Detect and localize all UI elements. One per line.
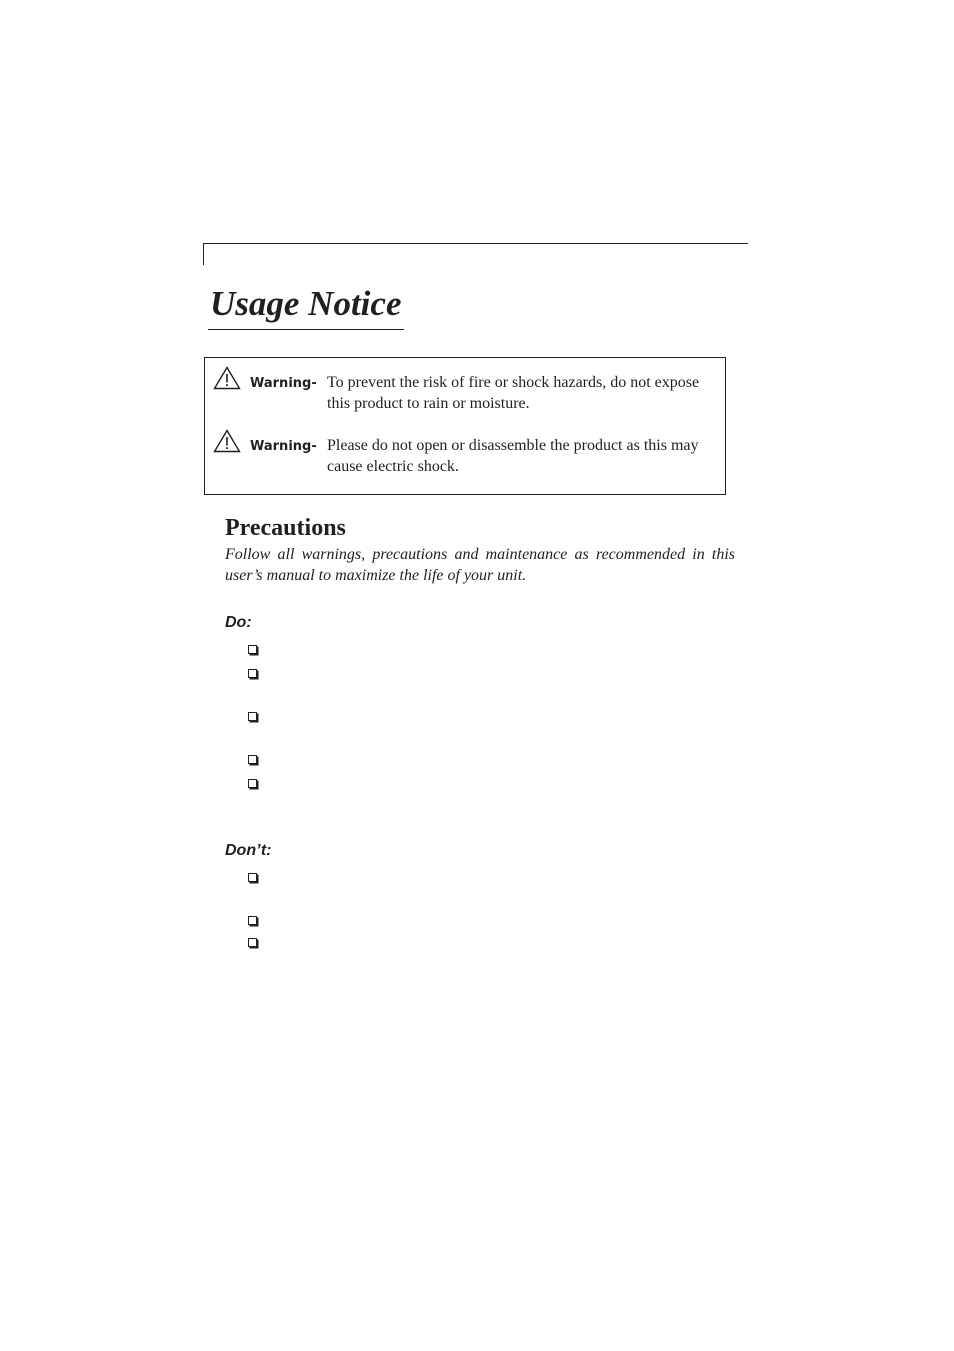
- warning-row: [205, 368, 725, 416]
- warning-box: [204, 357, 726, 495]
- warning-text: Please do not open or disassemble the product as this may cause electric shock.: [327, 437, 699, 475]
- warning-label: Warning-: [250, 376, 317, 391]
- checkbox-bullet-icon: [248, 779, 257, 788]
- page-title: Usage Notice: [210, 284, 402, 323]
- warning-row: [205, 431, 725, 479]
- checkbox-bullet-icon: [248, 938, 257, 947]
- warning-text: To prevent the risk of fire or shock hazards, do not expose this product to rain or moisture.: [327, 374, 700, 412]
- checkbox-bullet-icon: [248, 712, 257, 721]
- checkbox-bullet-icon: [248, 645, 257, 654]
- checkbox-bullet-icon: [248, 755, 257, 764]
- title-underline: [208, 329, 404, 330]
- warning-triangle-icon: [213, 366, 241, 390]
- section-title-precautions: Precautions: [225, 515, 346, 541]
- header-corner-tick: [203, 243, 204, 265]
- header-rule: [203, 243, 748, 244]
- dont-heading: Don’t:: [225, 842, 272, 859]
- checkbox-bullet-icon: [248, 669, 257, 678]
- warning-triangle-icon: [213, 429, 241, 453]
- warning-label: Warning-: [250, 439, 317, 454]
- precautions-intro: Follow all warnings, precautions and maintenance as recommended in this user’s manual to maximize the life of your unit.: [225, 546, 735, 584]
- checkbox-bullet-icon: [248, 873, 257, 882]
- checkbox-bullet-icon: [248, 916, 257, 925]
- do-heading: Do:: [225, 614, 252, 631]
